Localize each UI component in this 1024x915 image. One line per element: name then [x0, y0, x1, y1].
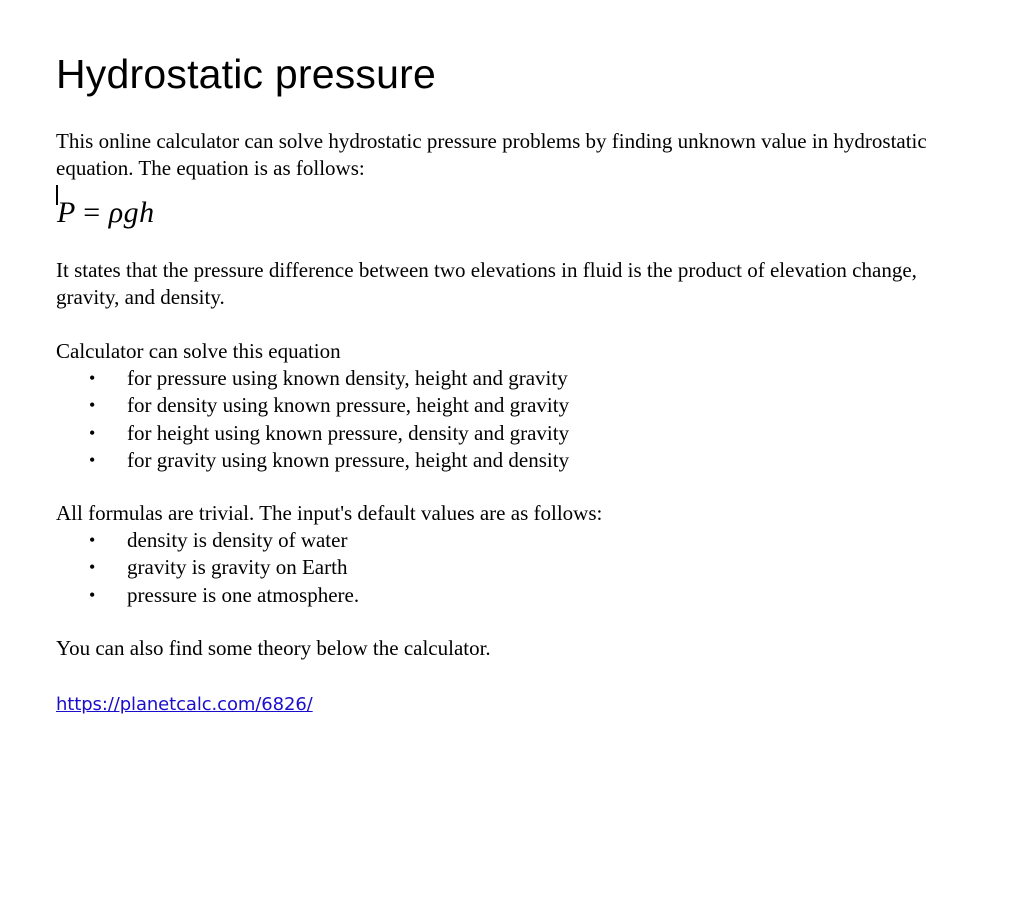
list-item	[56, 420, 976, 447]
defaults-list	[56, 527, 976, 609]
theory-note: You can also find some theory below the calculator.	[56, 636, 491, 661]
list-item	[56, 554, 976, 581]
defaults-heading: All formulas are trivial. The input's default values are as follows:	[56, 501, 603, 526]
list-item	[56, 365, 976, 392]
list-item-text: gravity is gravity on Earth	[127, 555, 348, 580]
list-item-text: for pressure using known density, height and gravity	[127, 366, 568, 390]
bullet-icon: •	[89, 557, 96, 578]
list-item	[56, 582, 976, 609]
list-item	[56, 392, 976, 419]
equation-lhs: P	[57, 196, 76, 229]
page-title: Hydrostatic pressure	[56, 51, 436, 97]
list-item-text: for height using known pressure, density and gravity	[127, 420, 570, 445]
list-item	[56, 447, 976, 474]
list-item-text: for gravity using known pressure, height and density	[127, 447, 570, 472]
equation-rhs: ρgh	[108, 196, 155, 229]
bullet-icon: •	[89, 422, 96, 443]
list-item	[56, 527, 976, 554]
explanation-paragraph: It states that the pressure difference between two elevations in fluid is the product of elevation change, gravity, and density.	[56, 258, 917, 309]
solve-list	[56, 365, 976, 474]
bullet-icon: •	[89, 368, 96, 388]
hydrostatic-equation	[57, 197, 976, 229]
bullet-icon: •	[89, 449, 96, 470]
bullet-icon: •	[89, 584, 96, 605]
list-item-text: for density using known pressure, height and gravity	[127, 393, 570, 418]
intro-paragraph: This online calculator can solve hydrostatic pressure problems by finding unknown value in hydrostatic equation. The equation is as follows:	[56, 129, 927, 180]
solve-heading: Calculator can solve this equation	[56, 339, 341, 363]
list-item-text: density is density of water	[127, 528, 348, 553]
bullet-icon: •	[89, 530, 96, 551]
equation-operator: =	[83, 196, 101, 229]
document-page	[56, 48, 976, 715]
list-item-text: pressure is one atmosphere.	[127, 582, 360, 607]
bullet-icon: •	[89, 395, 96, 416]
planetcalc-link[interactable]: https://planetcalc.com/6826/	[56, 694, 313, 716]
